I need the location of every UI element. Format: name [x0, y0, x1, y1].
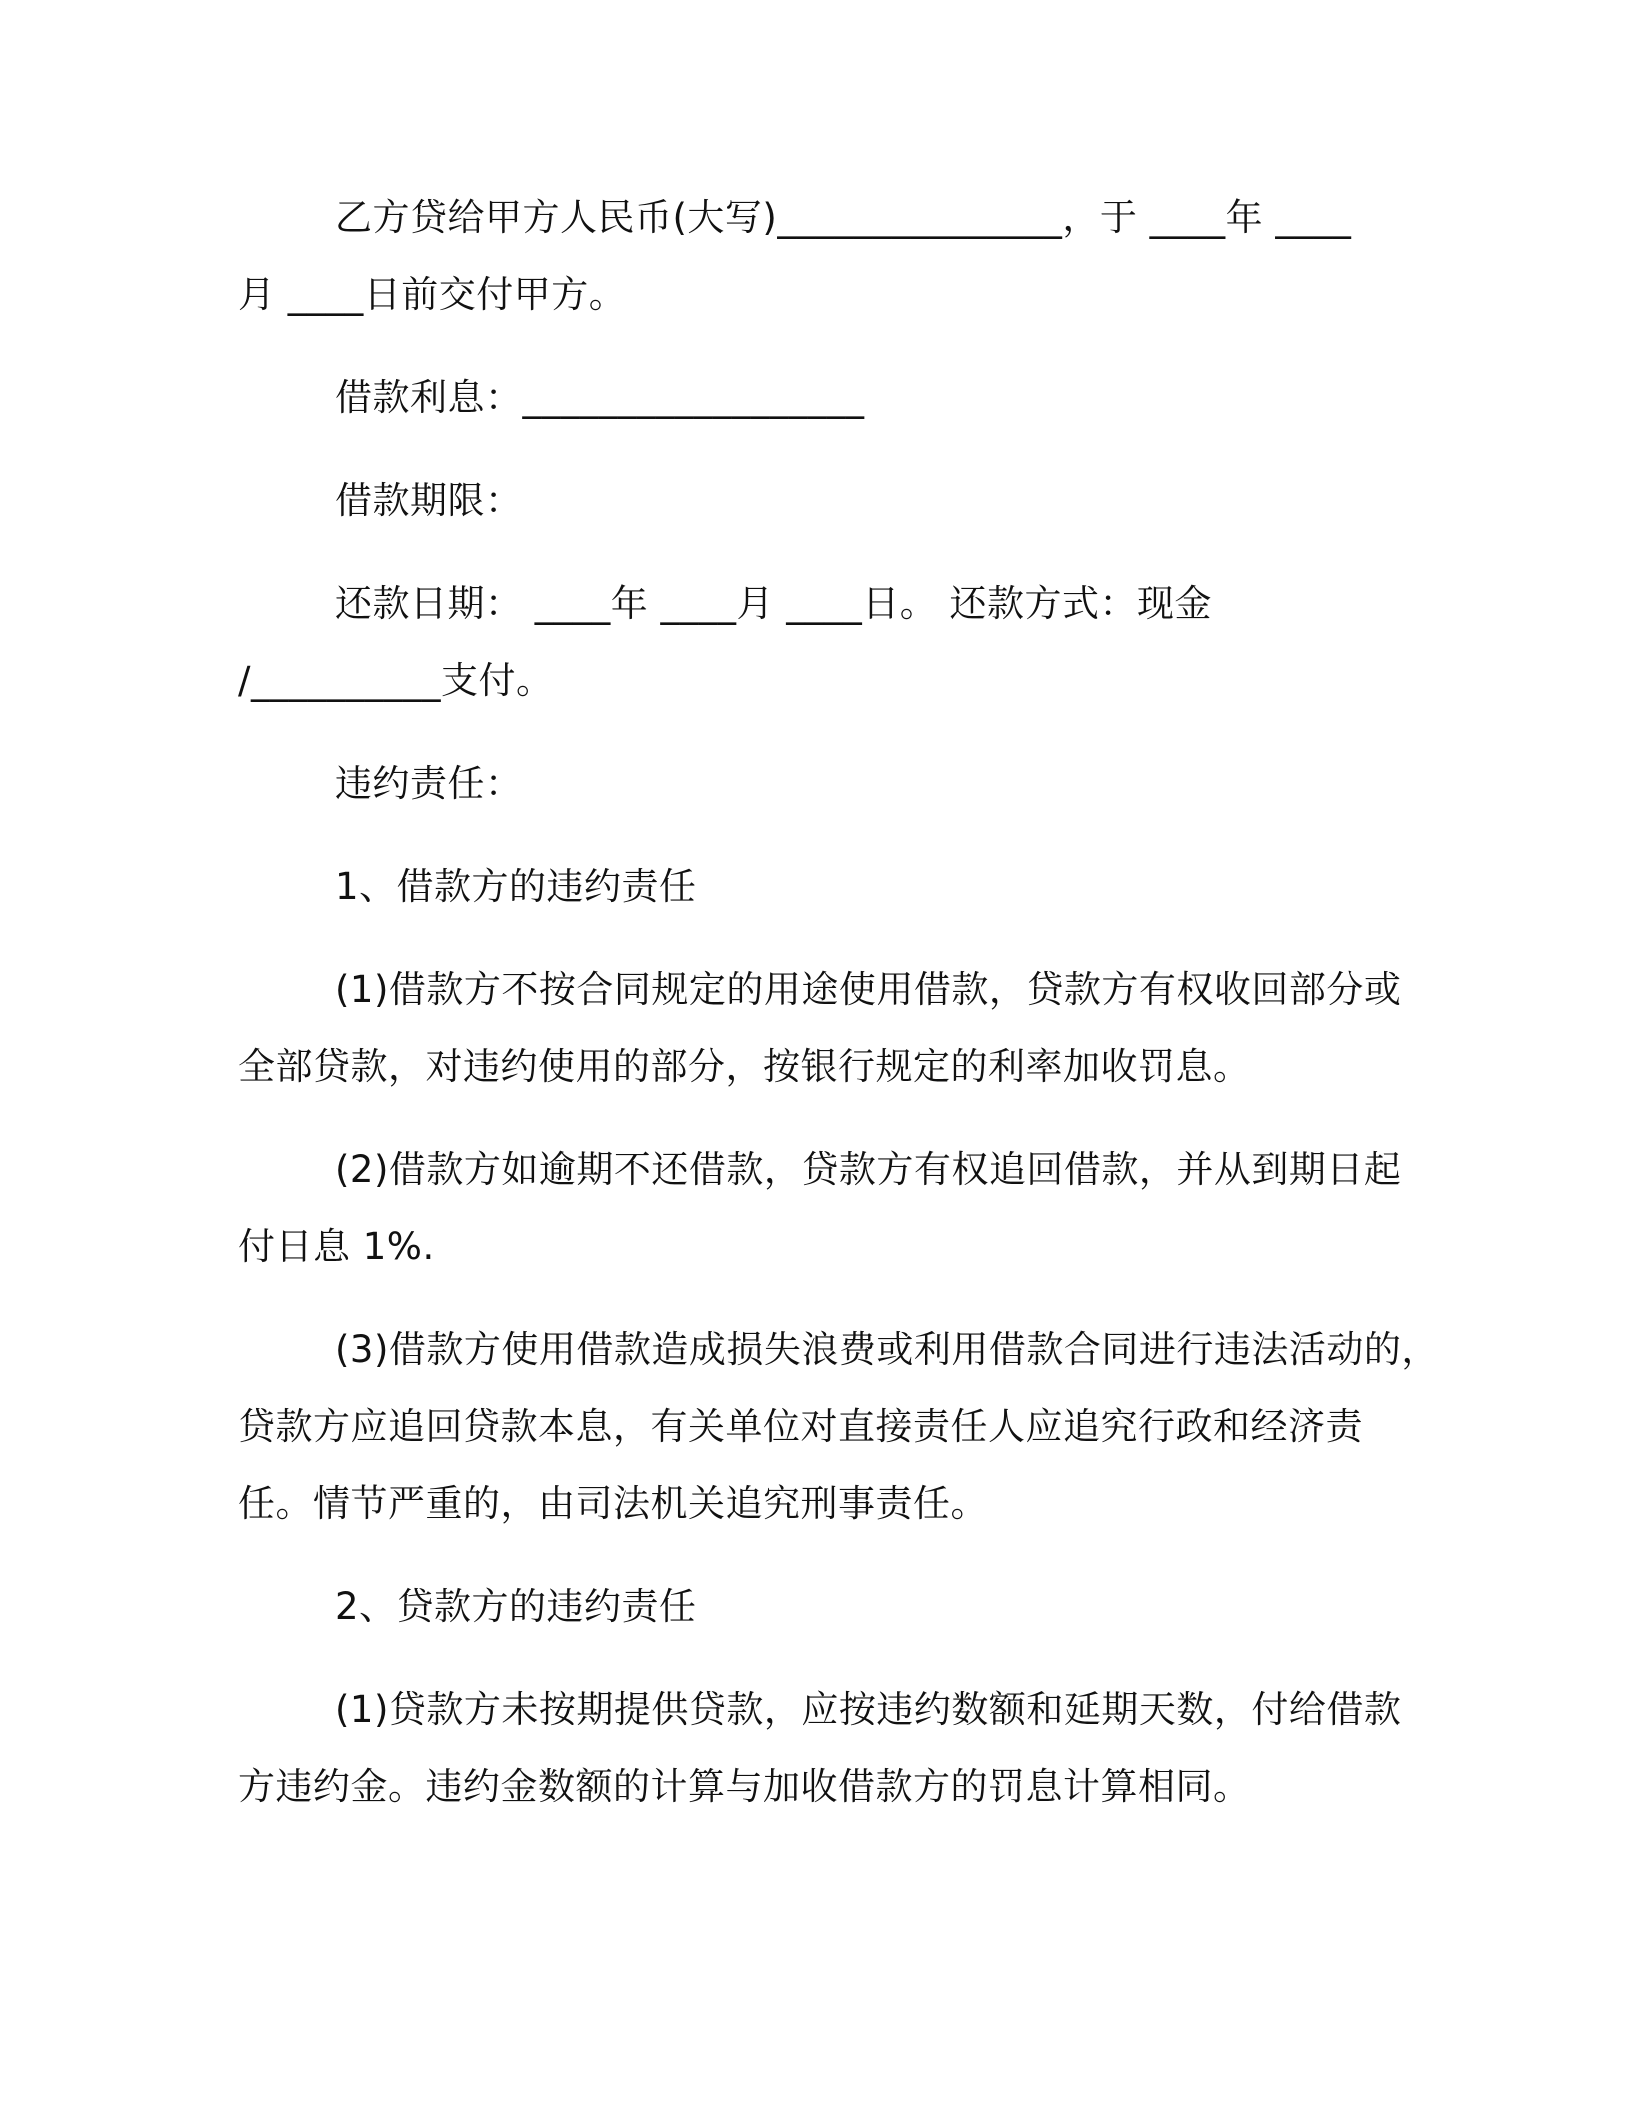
- text-line: 2、贷款方的违约责任: [335, 1585, 697, 1628]
- paragraph-borrower-2: [238, 1131, 1418, 1285]
- text-line: 还款日期： ____年 ____月 ____日。 还款方式：现金: [335, 582, 1213, 625]
- borrower-liability-heading: [238, 848, 1418, 925]
- text-line: 方违约金。违约金数额的计算与加收借款方的罚息计算相同。: [238, 1765, 1251, 1808]
- text-line: 违约责任：: [335, 762, 523, 805]
- text-line: 借款利息：__________________: [335, 376, 865, 419]
- text-line: (1)贷款方未按期提供贷款，应按违约数额和延期天数，付给借款: [335, 1688, 1402, 1731]
- text-line: (1)借款方不按合同规定的用途使用借款，贷款方有权收回部分或: [335, 968, 1402, 1011]
- text-line: 1、借款方的违约责任: [335, 865, 697, 908]
- paragraph-lender-1: [238, 1671, 1418, 1825]
- paragraph-repayment: [238, 565, 1418, 719]
- text-line: 借款期限：: [335, 479, 523, 522]
- paragraph-borrower-3: [238, 1311, 1439, 1542]
- text-line: 付日息 1%.: [238, 1225, 435, 1268]
- text-line: /__________支付。: [238, 659, 554, 702]
- paragraph-term: [238, 462, 1418, 539]
- text-line: 任。情节严重的，由司法机关追究刑事责任。: [238, 1482, 988, 1525]
- text-line: (3)借款方使用借款造成损失浪费或利用借款合同进行违法活动的，: [335, 1328, 1439, 1371]
- paragraph-loan-amount: [238, 179, 1418, 333]
- text-line: 乙方贷给甲方人民币(大写)_______________，于 ____年 ____: [335, 196, 1352, 239]
- text-line: 贷款方应追回贷款本息，有关单位对直接责任人应追究行政和经济责: [238, 1405, 1363, 1448]
- text-line: 全部贷款，对违约使用的部分，按银行规定的利率加收罚息。: [238, 1045, 1251, 1088]
- lender-liability-heading: [238, 1568, 1418, 1645]
- text-line: (2)借款方如逾期不还借款，贷款方有权追回借款，并从到期日起: [335, 1148, 1402, 1191]
- paragraph-interest: [238, 359, 1418, 436]
- text-line: 月 ____日前交付甲方。: [238, 273, 627, 316]
- paragraph-liability: [238, 745, 1418, 822]
- paragraph-borrower-1: [238, 951, 1418, 1105]
